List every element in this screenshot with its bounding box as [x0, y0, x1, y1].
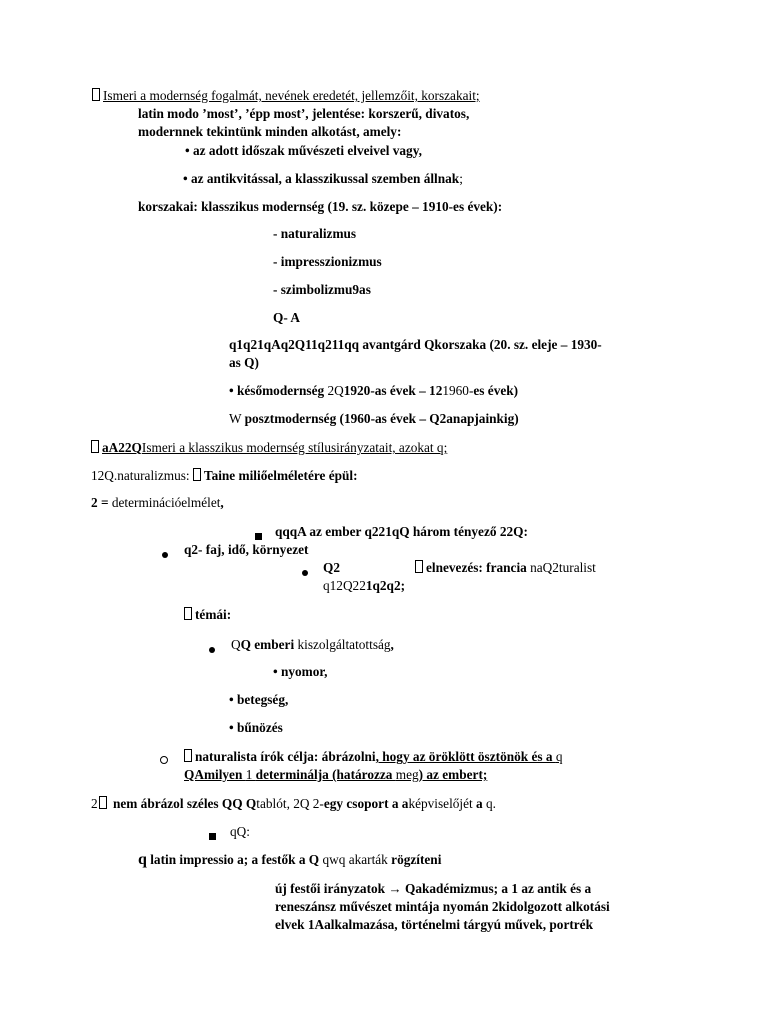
round-bullet-icon [209, 641, 215, 657]
text-line: q latin impressio a; a festők a Q qwq akarták rögzíteni [138, 851, 442, 868]
list-item: - naturalizmus [273, 226, 357, 241]
round-bullet-icon [302, 564, 308, 580]
round-bullet-icon [162, 546, 168, 562]
list-item: elnevezés: francia naQ2turalist [415, 559, 596, 576]
text-line: 12Q.naturalizmus: Taine miliőelméletére épül: [91, 468, 358, 483]
list-item: • bűnözés [229, 720, 283, 735]
checkbox-glyph-icon [184, 607, 192, 620]
list-item: • betegség, [229, 692, 289, 707]
square-bullet-icon [209, 828, 216, 844]
text-line: latin modo ’most’, ’épp most’, jelentése: korszerű, divatos, [138, 106, 470, 121]
text-line: témái: [184, 606, 231, 623]
list-item: Q2 [323, 560, 340, 575]
list-item: Q- A [273, 310, 300, 325]
list-item: QQ emberi kiszolgáltatottság, [231, 637, 394, 652]
list-item: QAmilyen 1 determinálja (határozza meg) az embert; [184, 767, 488, 782]
list-item: naturalista írók célja: ábrázolni, hogy az öröklött ösztönök és a q [184, 748, 563, 765]
text-line: új festői irányzatok → Qakadémizmus; a 1 az antik és a [275, 881, 592, 896]
list-item: - impresszionizmus [273, 254, 382, 269]
checkbox-glyph-icon [92, 88, 100, 101]
checkbox-glyph-icon [184, 749, 192, 762]
checkbox-glyph-icon [193, 468, 201, 481]
checkbox-glyph-icon [91, 440, 99, 453]
list-item: q2- faj, idő, környezet [184, 542, 309, 557]
text-line: 2 = determinációelmélet, [91, 495, 224, 510]
checkbox-glyph-icon [415, 560, 423, 573]
list-item: q12Q221q2q2; [323, 578, 406, 593]
text-line: as Q) [229, 355, 259, 370]
heading-modernseg: Ismeri a modernség fogalmát, nevének eredetét, jellemzőit, korszakait; [92, 87, 480, 104]
text-line: elvek 1Aalkalmazása, történelmi tárgyú művek, portrék [275, 917, 593, 932]
heading-stilusiranyzatok: aA22QIsmeri a klasszikus modernség stílusirányzatait, azokat q; [91, 439, 447, 456]
checkbox-glyph-icon [99, 796, 107, 809]
list-item: • későmodernség 2Q1920-as évek – 121960-es évek) [229, 383, 519, 398]
list-item: qqqA az ember q221qQ három tényező 22Q: [275, 524, 528, 539]
text-line: korszakai: klasszikus modernség (19. sz. közepe – 1910-es évek): [138, 199, 503, 214]
list-item: • az adott időszak művészeti elveivel vagy, [185, 143, 422, 158]
hollow-bullet-icon [160, 752, 168, 768]
list-item: - szimbolizmu9as [273, 282, 371, 297]
list-item: qQ: [230, 824, 250, 839]
list-item: W posztmodernség (1960-as évek – Q2anapjainkig) [229, 411, 519, 426]
text-line: q1q21qAq2Q11q211qq avantgárd Qkorszaka (20. sz. eleje – 1930- [229, 337, 602, 352]
list-item: • az antikvitással, a klasszikussal szemben állnak; [183, 171, 463, 186]
list-item: • nyomor, [273, 664, 328, 679]
text-line: reneszánsz művészet mintája nyomán 2kidolgozott alkotási [275, 899, 610, 914]
text-line: modernnek tekintünk minden alkotást, amely: [138, 124, 402, 139]
text-line: 2 nem ábrázol széles QQ Qtablót, 2Q 2-egy csoport a aképviselőjét a q. [91, 796, 496, 811]
